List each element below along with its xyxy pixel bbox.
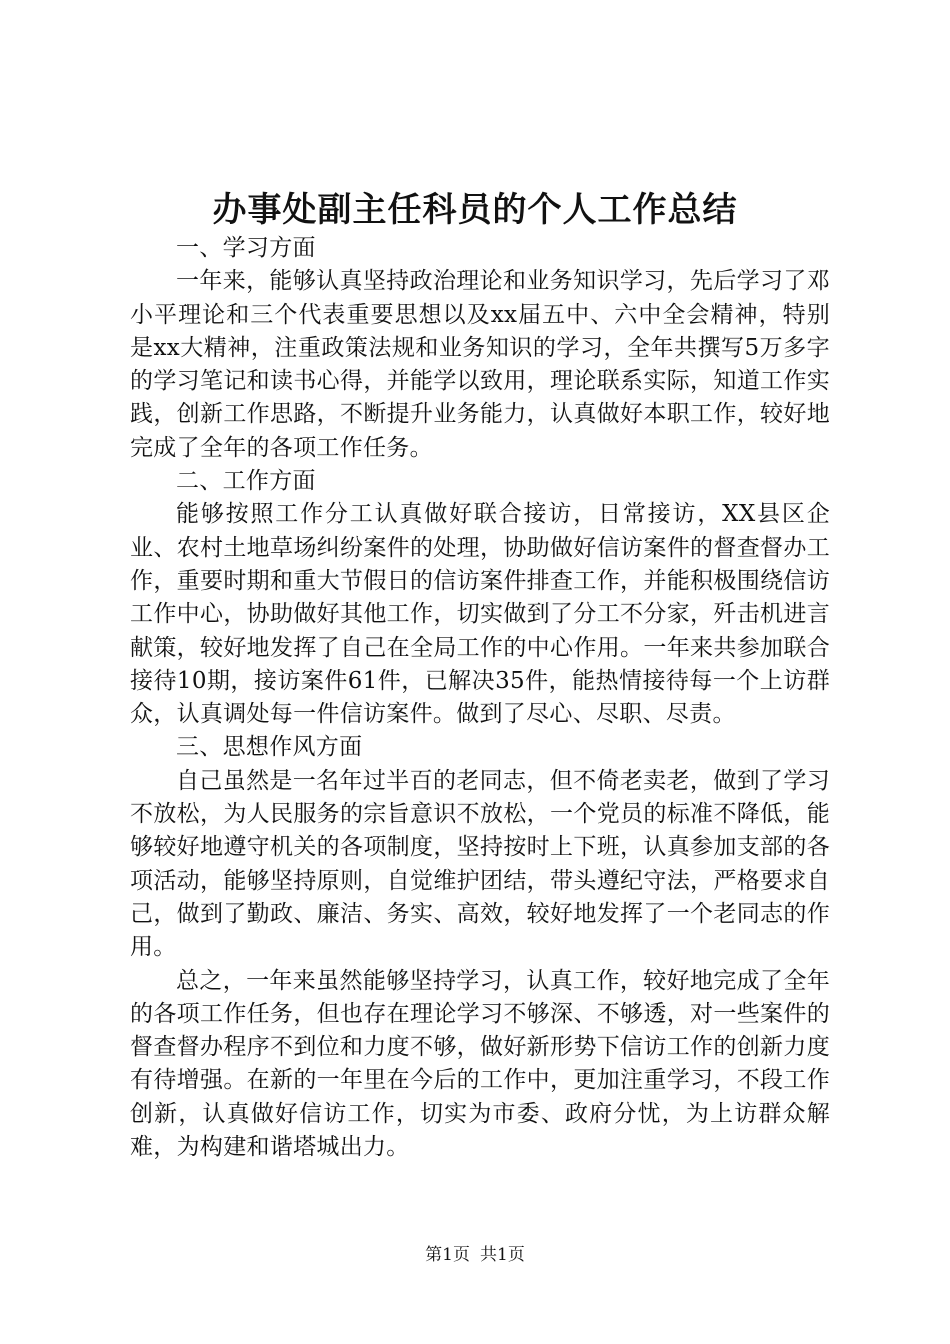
- paragraph-study: 一年来，能够认真坚持政治理论和业务知识学习，先后学习了邓小平理论和三个代表重要思想以及xx届五中、六中全会精神，特别是xx大精神，注重政策法规和业务知识的学习，全年共撰写5万多字的学习笔记和读书心得，并能学以致用，理论联系实际，知道工作实践，创新工作思路，不断提升业务能力，认真做好本职工作，较好地完成了全年的各项工作任务。: [130, 268, 830, 461]
- page-total: 共1页: [480, 1245, 525, 1265]
- paragraph-work: 能够按照工作分工认真做好联合接访，日常接访，XX县区企业、农村土地草场纠纷案件的处理，协助做好信访案件的督查督办工作，重要时期和重大节假日的信访案件排查工作，并能积极围绕信访工作中心，协助做好其他工作，切实做到了分工不分家，歼击机进言献策，较好地发挥了自己在全局工作的中心作用。一年来共参加联合接待10期，接访案件61件，已解决35件，能热情接待每一个上访群众，认真调处每一件信访案件。做到了尽心、尽职、尽责。: [130, 501, 830, 728]
- page-number: 第1页: [425, 1245, 470, 1265]
- paragraph-conduct: 自己虽然是一名年过半百的老同志，但不倚老卖老，做到了学习不放松，为人民服务的宗旨意识不放松，一个党员的标准不降低，能够较好地遵守机关的各项制度，坚持按时上下班，认真参加支部的各项活动，能够坚持原则，自觉维护团结，带头遵纪守法，严格要求自己，做到了勤政、廉洁、务实、高效，较好地发挥了一个老同志的作用。: [130, 767, 830, 961]
- section-heading-study: 一、学习方面: [176, 235, 316, 261]
- paragraph-summary: 总之，一年来虽然能够坚持学习，认真工作，较好地完成了全年的各项工作任务，但也存在理论学习不够深、不够透，对一些案件的督查督办程序不到位和力度不够，做好新形势下信访工作的创新力度有待增强。在新的一年里在今后的工作中，更加注重学习，不段工作创新，认真做好信访工作，切实为市委、政府分忧，为上访群众解难，为构建和谐塔城出力。: [130, 967, 830, 1161]
- section-heading-conduct: 三、思想作风方面: [176, 734, 363, 761]
- document-title: 办事处副主任科员的个人工作总结: [212, 190, 738, 230]
- page-footer: [0, 1243, 950, 1267]
- section-heading-work: 二、工作方面: [176, 468, 316, 495]
- document-body: [130, 232, 830, 1164]
